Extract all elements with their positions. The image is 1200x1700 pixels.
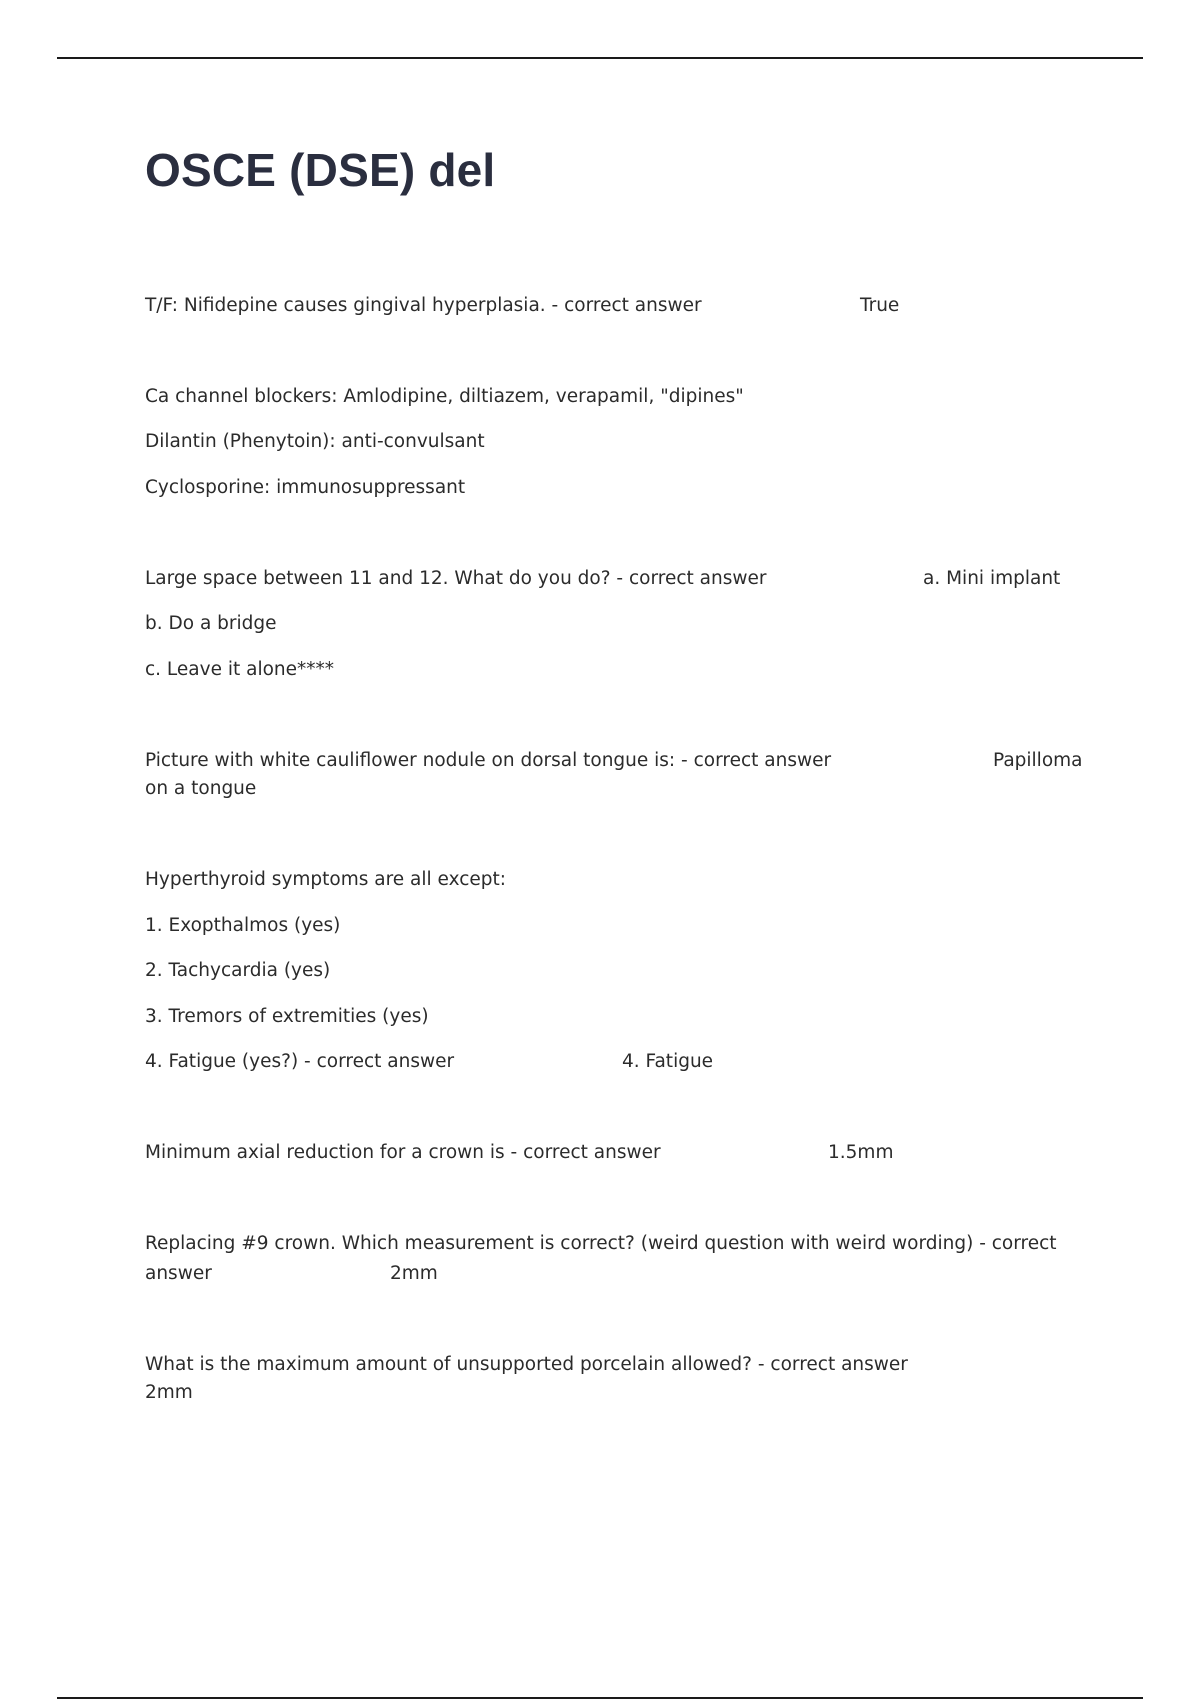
top-rule [57,57,1143,59]
card-6-continuation: answer [145,1263,212,1284]
card-7-question: What is the maximum amount of unsupported porcelain allowed? - correct answer [145,1354,908,1375]
card-4-item-4: 4. Fatigue (yes?) - correct answer [145,1051,455,1072]
card-4-item-3: 3. Tremors of extremities (yes) [145,1006,429,1027]
card-5-question: Minimum axial reduction for a crown is - correct answer [145,1142,661,1163]
card-4-answer: 4. Fatigue [622,1051,714,1072]
card-1-note-2: Dilantin (Phenytoin): anti-convulsant [145,431,485,452]
bottom-rule [57,1697,1143,1699]
card-6-answer: 2mm [390,1263,438,1284]
card-1-note-3: Cyclosporine: immunosuppressant [145,477,466,498]
card-2-question: Large space between 11 and 12. What do you do? - correct answer [145,568,767,589]
card-3-answer: Papilloma [993,750,1083,771]
card-5-answer: 1.5mm [828,1142,894,1163]
page-title: OSCE (DSE) del [145,144,496,196]
card-3-question: Picture with white cauliflower nodule on dorsal tongue is: - correct answer [145,750,832,771]
card-4-item-2: 2. Tachycardia (yes) [145,960,331,981]
card-1-answer: True [860,295,900,316]
card-2-answer: a. Mini implant [923,568,1061,589]
card-7-answer: 2mm [145,1382,193,1403]
card-6-question: Replacing #9 crown. Which measurement is correct? (weird question with weird wording) - correct [145,1233,1057,1254]
card-1-note-1: Ca channel blockers: Amlodipine, diltiazem, verapamil, "dipines" [145,386,744,407]
card-4-question: Hyperthyroid symptoms are all except: [145,869,507,890]
card-4-item-1: 1. Exopthalmos (yes) [145,915,341,936]
card-3-continuation: on a tongue [145,778,257,799]
card-1-question: T/F: Nifidepine causes gingival hyperplasia. - correct answer [145,295,702,316]
card-2-option-c: c. Leave it alone**** [145,659,335,680]
card-2-option-b: b. Do a bridge [145,613,277,634]
